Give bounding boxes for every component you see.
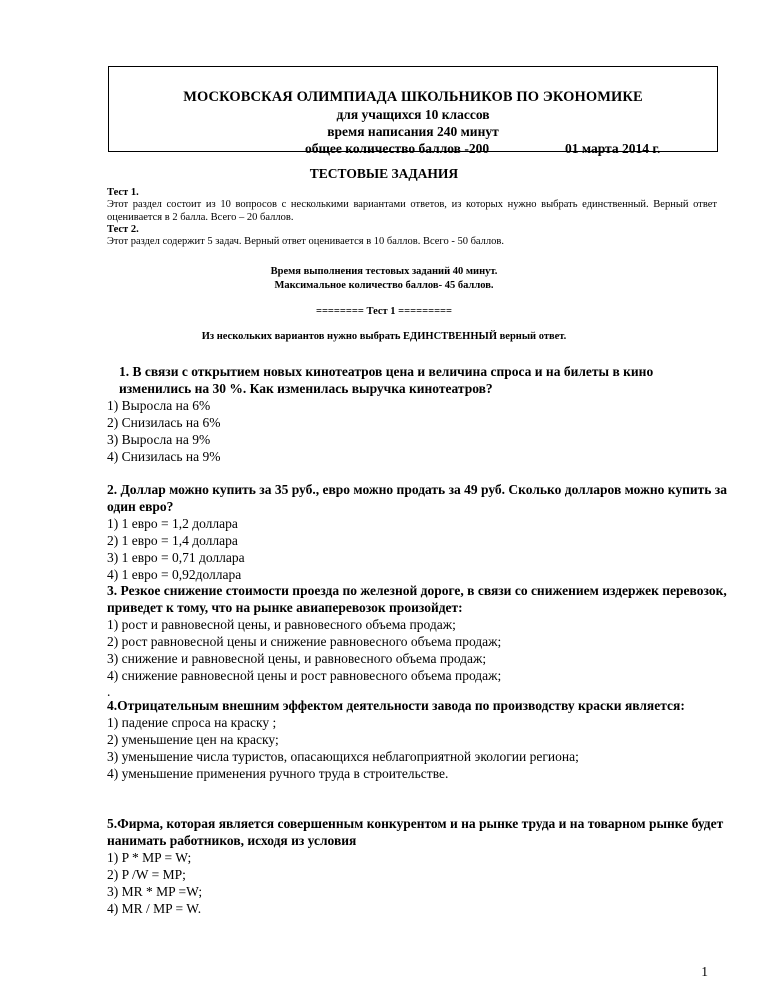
answer-option: 2) 1 евро = 1,4 доллара [107,533,238,548]
page-number: 1 [701,964,708,979]
test1-heading: Тест 1. [107,187,139,198]
question-text: 4.Отрицательным внешним эффектом деятельности завода по производству краски является: [107,698,685,713]
test2-description: Этот раздел содержит 5 задач. Верный ответ оценивается в 10 баллов. Всего - 50 баллов. [107,236,504,247]
answer-option: 3) уменьшение числа туристов, опасающихся неблагоприятной экологии региона; [107,749,579,764]
answer-option: 3) 1 евро = 0,71 доллара [107,550,245,565]
header-box [108,66,718,156]
question-text: 1. В связи с открытием новых кинотеатров цена и величина спроса и на билеты в кино изменились на 30 %. Как изменилась выручка кинотеатров? [119,364,654,396]
date-line: 01 марта 2014 г. [565,141,661,156]
answer-option: 2) уменьшение цен на краску; [107,732,279,747]
answer-option: 2) рост равновесной цены и снижение равновесного объема продаж; [107,634,502,649]
answer-option: 1) 1 евро = 1,2 доллара [107,516,238,531]
question-3 [107,582,727,684]
answer-option: 4) снижение равновесной цены и рост равновесного объема продаж; [107,668,502,683]
answer-option: 4) 1 евро = 0,92доллара [107,567,242,582]
answer-option: 3) Выросла на 9% [107,432,211,447]
answer-option: 1) Выросла на 6% [107,398,211,413]
question-5 [107,815,727,917]
question-2 [107,481,727,583]
answer-option: 1) рост и равновесной цены, и равновесного объема продаж; [107,617,456,632]
max-points-note: Максимальное количество баллов- 45 баллов. [274,280,494,291]
answer-option: 3) MR * MP =W; [107,884,203,899]
section-title: ТЕСТОВЫЕ ЗАДАНИЯ [309,166,459,181]
test1-divider: ======== Тест 1 ========= [315,306,453,317]
test1-description: Этот раздел состоит из 10 вопросов с несколькими вариантами ответов, из которых нужно выбрать единственный. Верный ответ оценивается в 2 балла. Всего – 20 баллов. [107,199,717,223]
total-points-line: общее количество баллов -200 [305,141,490,156]
answer-option: 2) P /W = MP; [107,867,186,882]
question-text: 2. Доллар можно купить за 35 руб., евро можно продать за 49 руб. Сколько долларов можно купить за один евро? [107,482,727,514]
answer-option: 1) P * MP = W; [107,850,192,865]
answer-option: 4) MR / MP = W. [107,901,202,916]
answer-option: 4) уменьшение применения ручного труда в строительстве. [107,766,449,781]
time-line: время написания 240 минут [327,124,499,139]
question-1 [107,363,727,465]
instruction-note: Из нескольких вариантов нужно выбрать ЕДИНСТВЕННЫЙ верный ответ. [201,331,567,342]
answer-option: 3) снижение и равновесной цены, и равновесного объема продаж; [107,651,487,666]
test2-heading: Тест 2. [107,224,139,235]
olympiad-title: МОСКОВСКАЯ ОЛИМПИАДА ШКОЛЬНИКОВ ПО ЭКОНОМИКЕ [183,89,643,105]
answer-option: 2) Снизилась на 6% [107,415,221,430]
answer-option: 1) падение спроса на краску ; [107,715,277,730]
time-limit-note: Время выполнения тестовых заданий 40 минут. [270,266,498,277]
grade-line: для учащихся 10 классов [336,107,490,122]
stray-dot: . [107,684,111,699]
question-text: 3. Резкое снижение стоимости проезда по железной дороге, в связи со снижением издержек перевозок, приведет к тому, что на рынке авиаперевозок произойдет: [107,583,727,615]
answer-option: 4) Снизилась на 9% [107,449,221,464]
question-4 [107,697,727,782]
question-text: 5.Фирма, которая является совершенным конкурентом и на рынке труда и на товарном рынке будет нанимать работников, исходя из условия [107,816,724,848]
